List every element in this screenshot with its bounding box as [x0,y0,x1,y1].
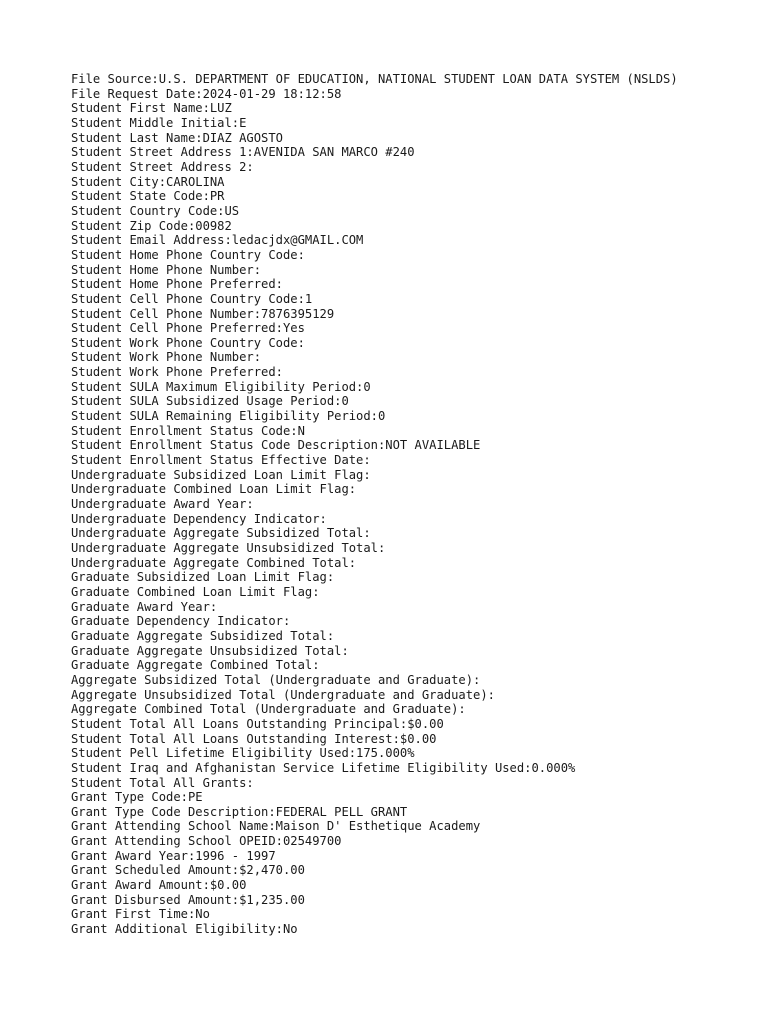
record-line: Grant Attending School Name:Maison D' Esthetique Academy [71,819,481,834]
record-line: Student Email Address:ledacjdx@GMAIL.COM [71,233,364,248]
record-line: Student Home Phone Number: [71,262,262,277]
record-line: Student Enrollment Status Code Description:NOT AVAILABLE [71,438,481,453]
record-line: Undergraduate Aggregate Combined Total: [71,555,357,570]
record-line: Student Iraq and Afghanistan Service Lifetime Eligibility Used:0.000% [71,760,576,775]
record-line: Student SULA Remaining Eligibility Period:0 [71,409,386,424]
record-line: Student Work Phone Number: [71,350,262,365]
record-line: Undergraduate Aggregate Subsidized Total: [71,526,371,541]
record-line: Student State Code:PR [71,189,225,204]
record-line: Student Enrollment Status Code:N [71,423,305,438]
record-line: Undergraduate Aggregate Unsubsidized Total: [71,541,386,555]
record-line: Graduate Dependency Indicator: [71,614,291,629]
record-line: Grant Type Code:PE [71,790,203,805]
record-line: Student SULA Maximum Eligibility Period:0 [71,379,371,394]
record-line: Graduate Subsidized Loan Limit Flag: [71,570,335,585]
record-line: Undergraduate Dependency Indicator: [71,511,327,526]
record-line: Student Cell Phone Preferred:Yes [71,321,305,336]
record-line: Aggregate Combined Total (Undergraduate and Graduate): [71,702,466,717]
record-line: Aggregate Subsidized Total (Undergraduate and Graduate): [71,672,481,687]
record-line: Grant Disbursed Amount:$1,235.00 [71,892,305,907]
record-line: Grant Attending School OPEID:02549700 [71,834,342,849]
record-line: Grant Award Year:1996 - 1997 [71,848,276,863]
record-line: Undergraduate Subsidized Loan Limit Flag: [71,467,371,482]
record-line: Student Total All Loans Outstanding Interest:$0.00 [71,731,437,746]
record-line: Student Pell Lifetime Eligibility Used:175.000% [71,746,415,761]
record-line: Student Work Phone Preferred: [71,365,283,380]
record-line: Student Zip Code:00982 [71,218,232,233]
record-line: Undergraduate Combined Loan Limit Flag: [71,482,357,497]
record-line: Student Cell Phone Number:7876395129 [71,306,335,321]
record-line: Student Street Address 2: [71,159,254,174]
record-line: Student Home Phone Preferred: [71,277,283,292]
nslds-record-text [71,72,761,937]
record-line: Grant Type Code Description:FEDERAL PELL GRANT [71,804,408,819]
record-line: Student City:CAROLINA [71,174,225,189]
record-line: Graduate Combined Loan Limit Flag: [71,584,320,599]
record-line: Student Street Address 1:AVENIDA SAN MARCO #240 [71,145,415,160]
record-line: Graduate Award Year: [71,599,218,614]
record-line: Undergraduate Award Year: [71,497,254,512]
record-line: Student Total All Grants: [71,775,254,790]
record-line: Grant Award Amount:$0.00 [71,878,247,893]
record-line: Student SULA Subsidized Usage Period:0 [71,394,349,409]
record-line: Grant Additional Eligibility:No [71,922,298,937]
record-line: Student First Name:LUZ [71,101,232,116]
record-line: File Request Date:2024-01-29 18:12:58 [71,86,342,101]
record-line: Student Middle Initial:E [71,115,247,130]
record-line: Student Enrollment Status Effective Date: [71,453,371,468]
record-line: Student Cell Phone Country Code:1 [71,291,313,306]
record-line: Graduate Aggregate Combined Total: [71,658,320,673]
record-line: Student Total All Loans Outstanding Principal:$0.00 [71,716,444,731]
record-line: Grant Scheduled Amount:$2,470.00 [71,863,305,878]
record-line: Student Last Name:DIAZ AGOSTO [71,130,283,145]
record-line: Aggregate Unsubsidized Total (Undergraduate and Graduate): [71,687,495,702]
record-line: Graduate Aggregate Unsubsidized Total: [71,643,349,658]
record-line: File Source:U.S. DEPARTMENT OF EDUCATION, NATIONAL STUDENT LOAN DATA SYSTEM (NSLDS) [71,72,678,86]
record-line: Grant First Time:No [71,907,210,922]
record-line: Student Country Code:US [71,203,240,218]
record-line: Student Work Phone Country Code: [71,335,305,350]
record-line: Student Home Phone Country Code: [71,247,305,262]
record-line: Graduate Aggregate Subsidized Total: [71,628,335,643]
